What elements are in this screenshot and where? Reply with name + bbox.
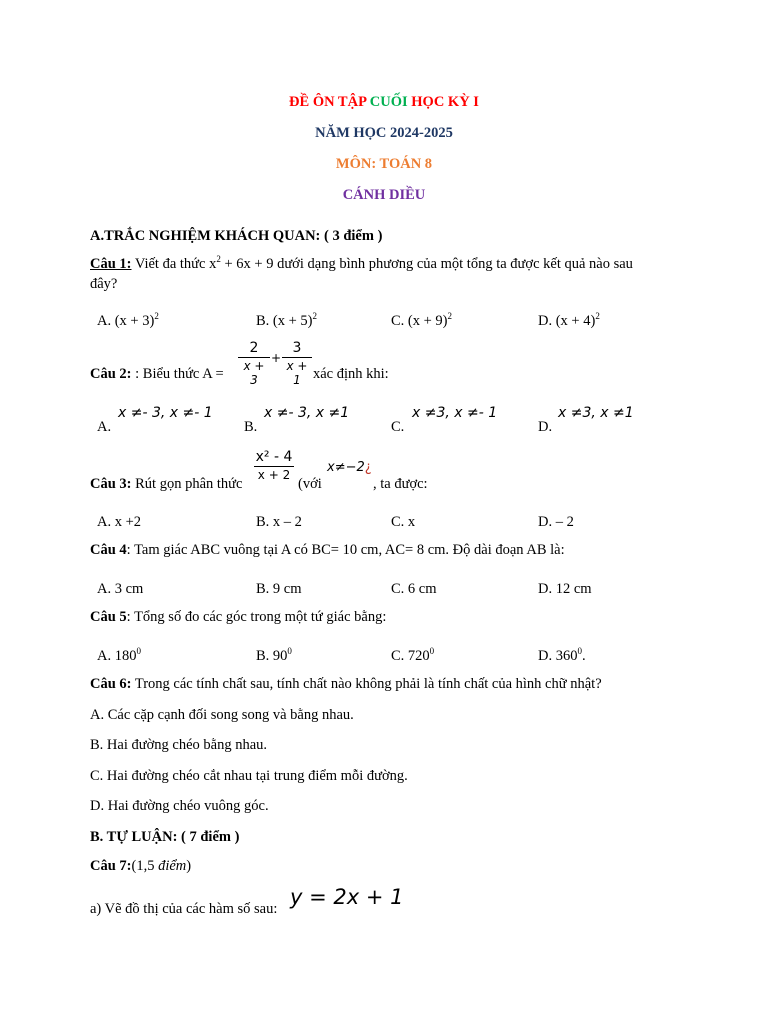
q5-option-c: C. $720^0$ <box>391 646 435 664</box>
q4-label: Câu 4 <box>90 542 127 558</box>
question-5 <box>90 609 386 626</box>
q1-option-a: A. $(x + 3)^2$ <box>97 311 159 329</box>
q5-option-a: A. $180^0$ <box>97 646 141 664</box>
question-4 <box>90 542 565 559</box>
title-part-1: ĐỀ ÔN TẬP <box>289 94 370 110</box>
q2-frac2-num: 3 <box>292 340 302 356</box>
q7-formula: y = 2x + 1 <box>290 885 404 909</box>
q4-option-c: C. 6 cm <box>391 581 437 597</box>
q1-option-d: D. $(x + 4)^2$ <box>538 311 600 329</box>
q4-option-a: A. 3 cm <box>97 581 144 597</box>
title-part-3: HỌC KỲ I <box>407 94 479 110</box>
q6-option-d: D. Hai đường chéo vuông góc. <box>90 798 269 814</box>
q1-label: Câu 1: <box>90 256 132 272</box>
q2-option-b: B. <box>244 419 258 435</box>
q3-cond: x≠−2 <box>327 460 365 475</box>
q2-label: Câu 2: <box>90 366 132 382</box>
section-a-title: A.TRẮC NGHIỆM KHÁCH QUAN: ( 3 điểm ) <box>90 228 383 244</box>
q7-points-b: điểm <box>158 858 187 874</box>
q3-text-c: , ta được: <box>373 476 428 492</box>
q2-option-a-math: x ≠- 3, x ≠- 1 <box>118 405 213 421</box>
q2-fraction-2 <box>282 340 312 387</box>
q7-points-a: (1,5 <box>131 858 159 874</box>
q1-option-c: C. $(x + 9)^2$ <box>391 311 453 329</box>
q2-frac1-den: x + 3 <box>243 359 265 387</box>
q1-option-b: B. $(x + 5)^2$ <box>256 311 318 329</box>
q3-frac-den: x + 2 <box>257 468 291 482</box>
q2-text-a: : Biểu thức A = <box>131 366 224 382</box>
q1-sup: 2 <box>216 254 221 265</box>
title-line-2: NĂM HỌC 2024-2025 <box>315 125 453 141</box>
q2-option-a: A. <box>97 419 112 435</box>
q6-option-c: C. Hai đường chéo cắt nhau tại trung điểm mỗi đường. <box>90 768 408 784</box>
q6-text: Trong các tính chất sau, tính chất nào không phải là tính chất của hình chữ nhật? <box>131 676 602 692</box>
q4-text: : Tam giác ABC vuông tại A có BC= 10 cm, AC= 8 cm. Độ dài đoạn AB là: <box>126 542 565 558</box>
q2-option-c-math: x ≠3, x ≠- 1 <box>412 405 498 421</box>
q7-points-c: ) <box>186 858 192 874</box>
q3-option-c: C. x <box>391 514 416 530</box>
q3-text-b: (với <box>298 476 322 492</box>
q2-frac1-num: 2 <box>249 340 259 356</box>
title-line-3: MÔN: TOÁN 8 <box>335 156 433 172</box>
question-1 <box>90 256 633 273</box>
question-3 <box>90 476 242 493</box>
q5-option-d: D. $360^0$. <box>538 646 586 664</box>
q1-text-a: Viết đa thức x <box>131 256 217 272</box>
q2-option-c: C. <box>391 419 405 435</box>
q4-option-d: D. 12 cm <box>538 581 592 597</box>
q2-option-d: D. <box>538 419 553 435</box>
q1-text-c: đây? <box>90 276 118 292</box>
section-b-title: B. TỰ LUẬN: ( 7 điểm ) <box>90 829 240 845</box>
q6-label: Câu 6: <box>90 676 132 692</box>
q5-text: : Tổng số đo các góc trong một tứ giác bằng: <box>126 609 387 625</box>
q7-label: Câu 7: <box>90 858 132 874</box>
q3-condition <box>327 460 372 475</box>
q1-text-b: + 6x + 9 dưới dạng bình phương của một tổng ta được kết quả nào sau <box>220 256 633 272</box>
q5-label: Câu 5 <box>90 609 127 625</box>
title-line-1 <box>0 94 768 111</box>
q2-frac2-den: x + 1 <box>286 359 308 387</box>
question-7 <box>90 858 191 875</box>
title-part-2: CUỐI <box>369 94 408 110</box>
q3-text-a: Rút gọn phân thức <box>131 476 243 492</box>
q6-option-b: B. Hai đường chéo bằng nhau. <box>90 737 268 753</box>
q3-label: Câu 3: <box>90 476 132 492</box>
q2-fraction-1 <box>238 340 270 387</box>
q3-option-b: B. x – 2 <box>256 514 302 530</box>
q2-option-b-math: x ≠- 3, x ≠1 <box>264 405 350 421</box>
q2-plus: + <box>271 351 282 365</box>
q4-option-b: B. 9 cm <box>256 581 302 597</box>
q2-text-b: xác định khi: <box>313 366 389 382</box>
q3-frac-num: x² - 4 <box>255 449 293 465</box>
q6-option-a: A. Các cặp cạnh đối song song và bằng nhau. <box>90 707 354 723</box>
q3-cond-mark: ¿ <box>364 460 372 475</box>
question-2 <box>90 366 224 383</box>
title-line-4: CÁNH DIỀU <box>342 187 426 203</box>
q5-option-b: B. $90^0$ <box>256 646 292 664</box>
question-6 <box>90 676 602 693</box>
q3-option-a: A. x +2 <box>97 514 142 530</box>
q3-fraction <box>254 449 294 482</box>
q2-option-d-math: x ≠3, x ≠1 <box>558 405 634 421</box>
q3-option-d: D. – 2 <box>538 514 574 530</box>
q7-part-a: a) Vẽ đồ thị của các hàm số sau: <box>90 901 278 917</box>
